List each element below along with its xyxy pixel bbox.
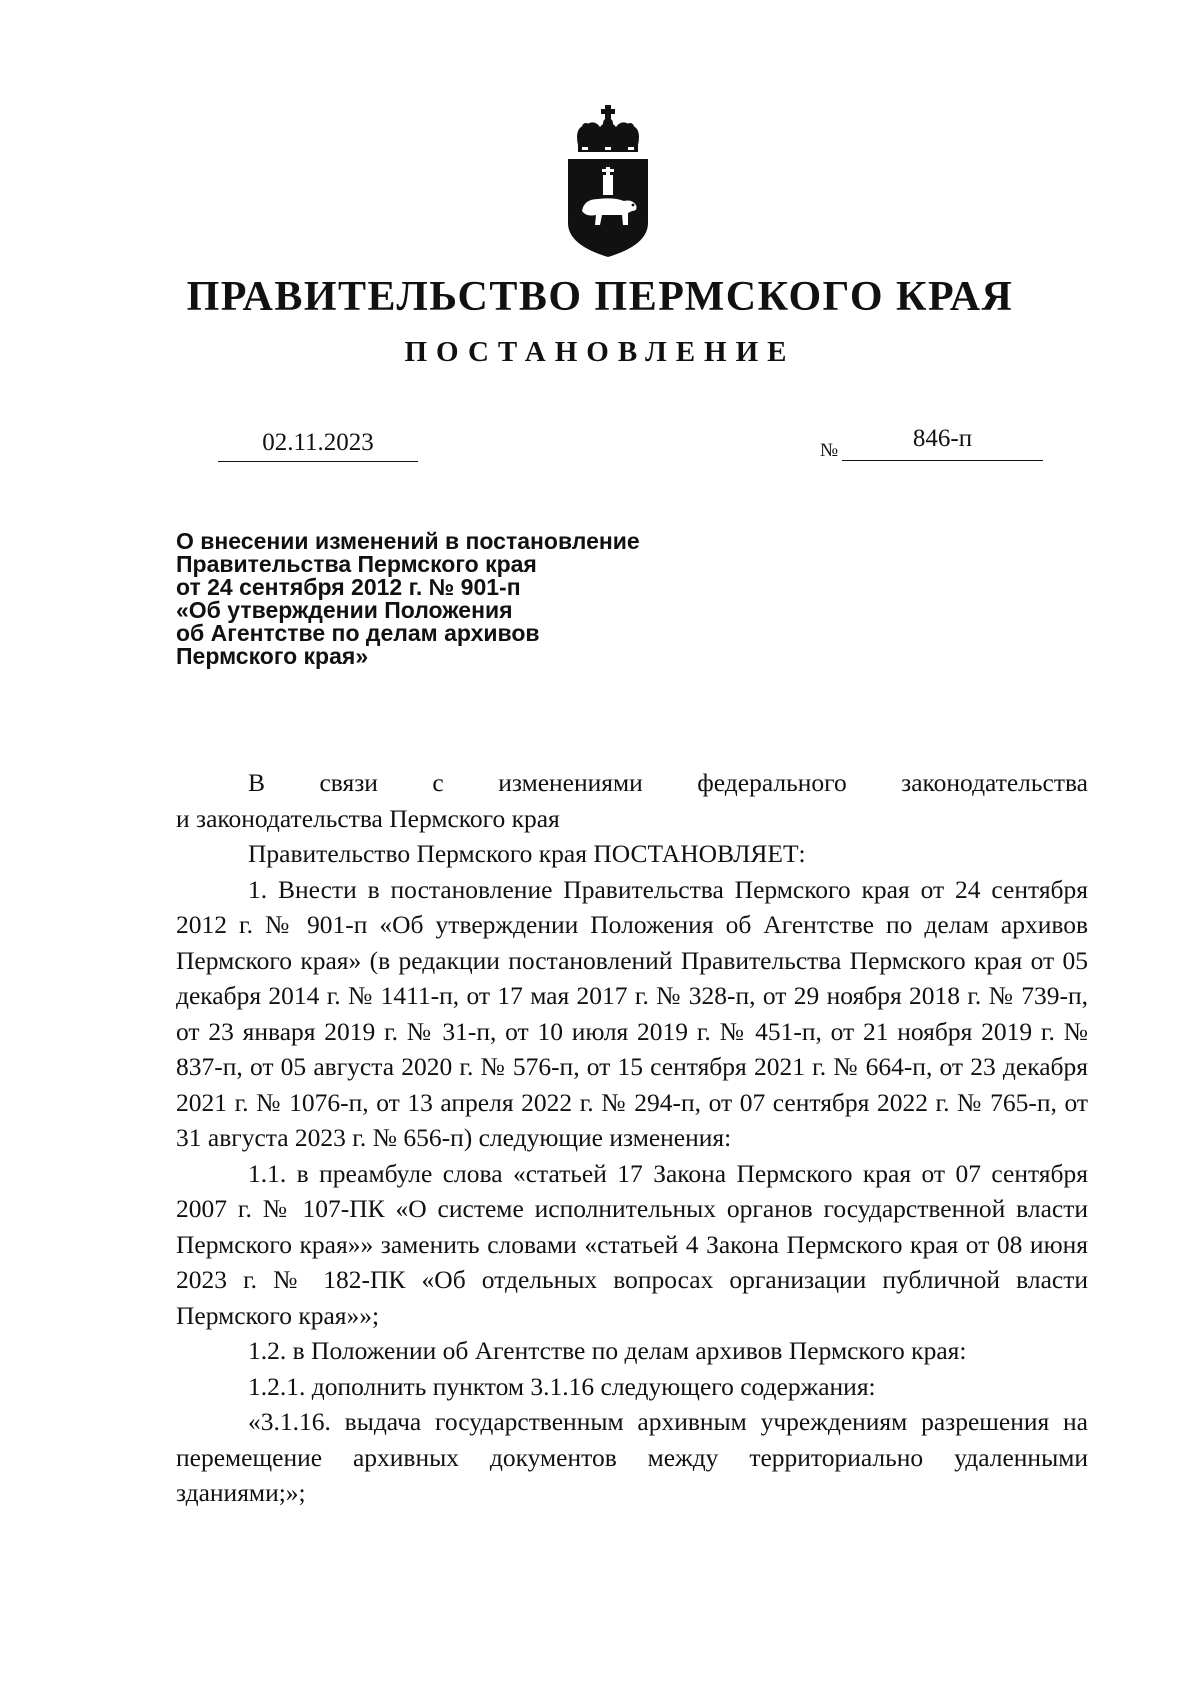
preamble-first-line: В связи с изменениями федерального законодательства [248, 768, 1088, 797]
body-paragraph-item-1-1: 1.1. в преамбуле слова «статьей 17 Закона Пермского края от 07 сентября 2007 г. № 107-ПК «О системе исполнительных органов государственной власти Пермского края»» заменить словами «статьей 4 Закона Пермского края от 08 июня 2023 г. № 182-ПК «Об отдельных вопросах организации публичной власти Пермского края»»; [176, 1158, 1088, 1330]
subject-line: Пермского края» [176, 643, 369, 669]
document-type: ПОСТАНОВЛЕНИЕ [404, 336, 796, 368]
document-number: 846-п [842, 423, 1043, 461]
document-subject [176, 530, 716, 668]
number-sign: № [820, 440, 839, 461]
subject-line: О внесении изменений в постановление [176, 528, 640, 554]
subject-line: «Об утверждении Положения [176, 597, 513, 623]
document-body [176, 765, 1088, 1511]
body-paragraph-resolves: Правительство Пермского края ПОСТАНОВЛЯЕТ: [248, 839, 806, 868]
subject-line: об Агентстве по делам архивов [176, 620, 540, 646]
body-paragraph-item-1-2: 1.2. в Положении об Агентстве по делам архивов Пермского края: [248, 1336, 967, 1365]
body-paragraph-quote-3-1-16: «3.1.16. выдача государственным архивным учреждениям разрешения на перемещение архивных документов между территориально удаленными зданиями;»; [176, 1407, 1088, 1507]
body-paragraph-preamble-cont: и законодательства Пермского края [176, 803, 560, 833]
document-date: 02.11.2023 [218, 427, 418, 462]
subject-line: от 24 сентября 2012 г. № 901-п [176, 574, 521, 600]
body-paragraph-item-1-2-1: 1.2.1. дополнить пунктом 3.1.16 следующего содержания: [248, 1371, 876, 1401]
body-paragraph-preamble [176, 765, 1088, 801]
coat-of-arms-emblem [566, 105, 650, 257]
issuer-title: ПРАВИТЕЛЬСТВО ПЕРМСКОГО КРАЯ [186, 274, 1014, 320]
body-paragraph-item-1: 1. Внести в постановление Правительства Пермского края от 24 сентября 2012 г. № 901-п «Об утверждении Положения об Агентстве по делам архивов Пермского края» (в редакции постановлений Правительства Пермского края от 05 декабря 2014 г. № 1411-п, от 17 мая 2017 г. № 328-п, от 29 ноября 2018 г. № 739-п, от 23 января 2019 г. № 31-п, от 10 июля 2019 г. № 451-п, от 21 ноября 2019 г. № 837-п, от 05 августа 2020 г. № 576-п, от 15 сентября 2021 г. № 664-п, от 23 декабря 2021 г. № 1076-п, от 13 апреля 2022 г. № 294-п, от 07 сентября 2022 г. № 765-п, от 31 августа 2023 г. № 656-п) следующие изменения: [176, 874, 1088, 1152]
subject-line: Правительства Пермского края [176, 551, 537, 577]
